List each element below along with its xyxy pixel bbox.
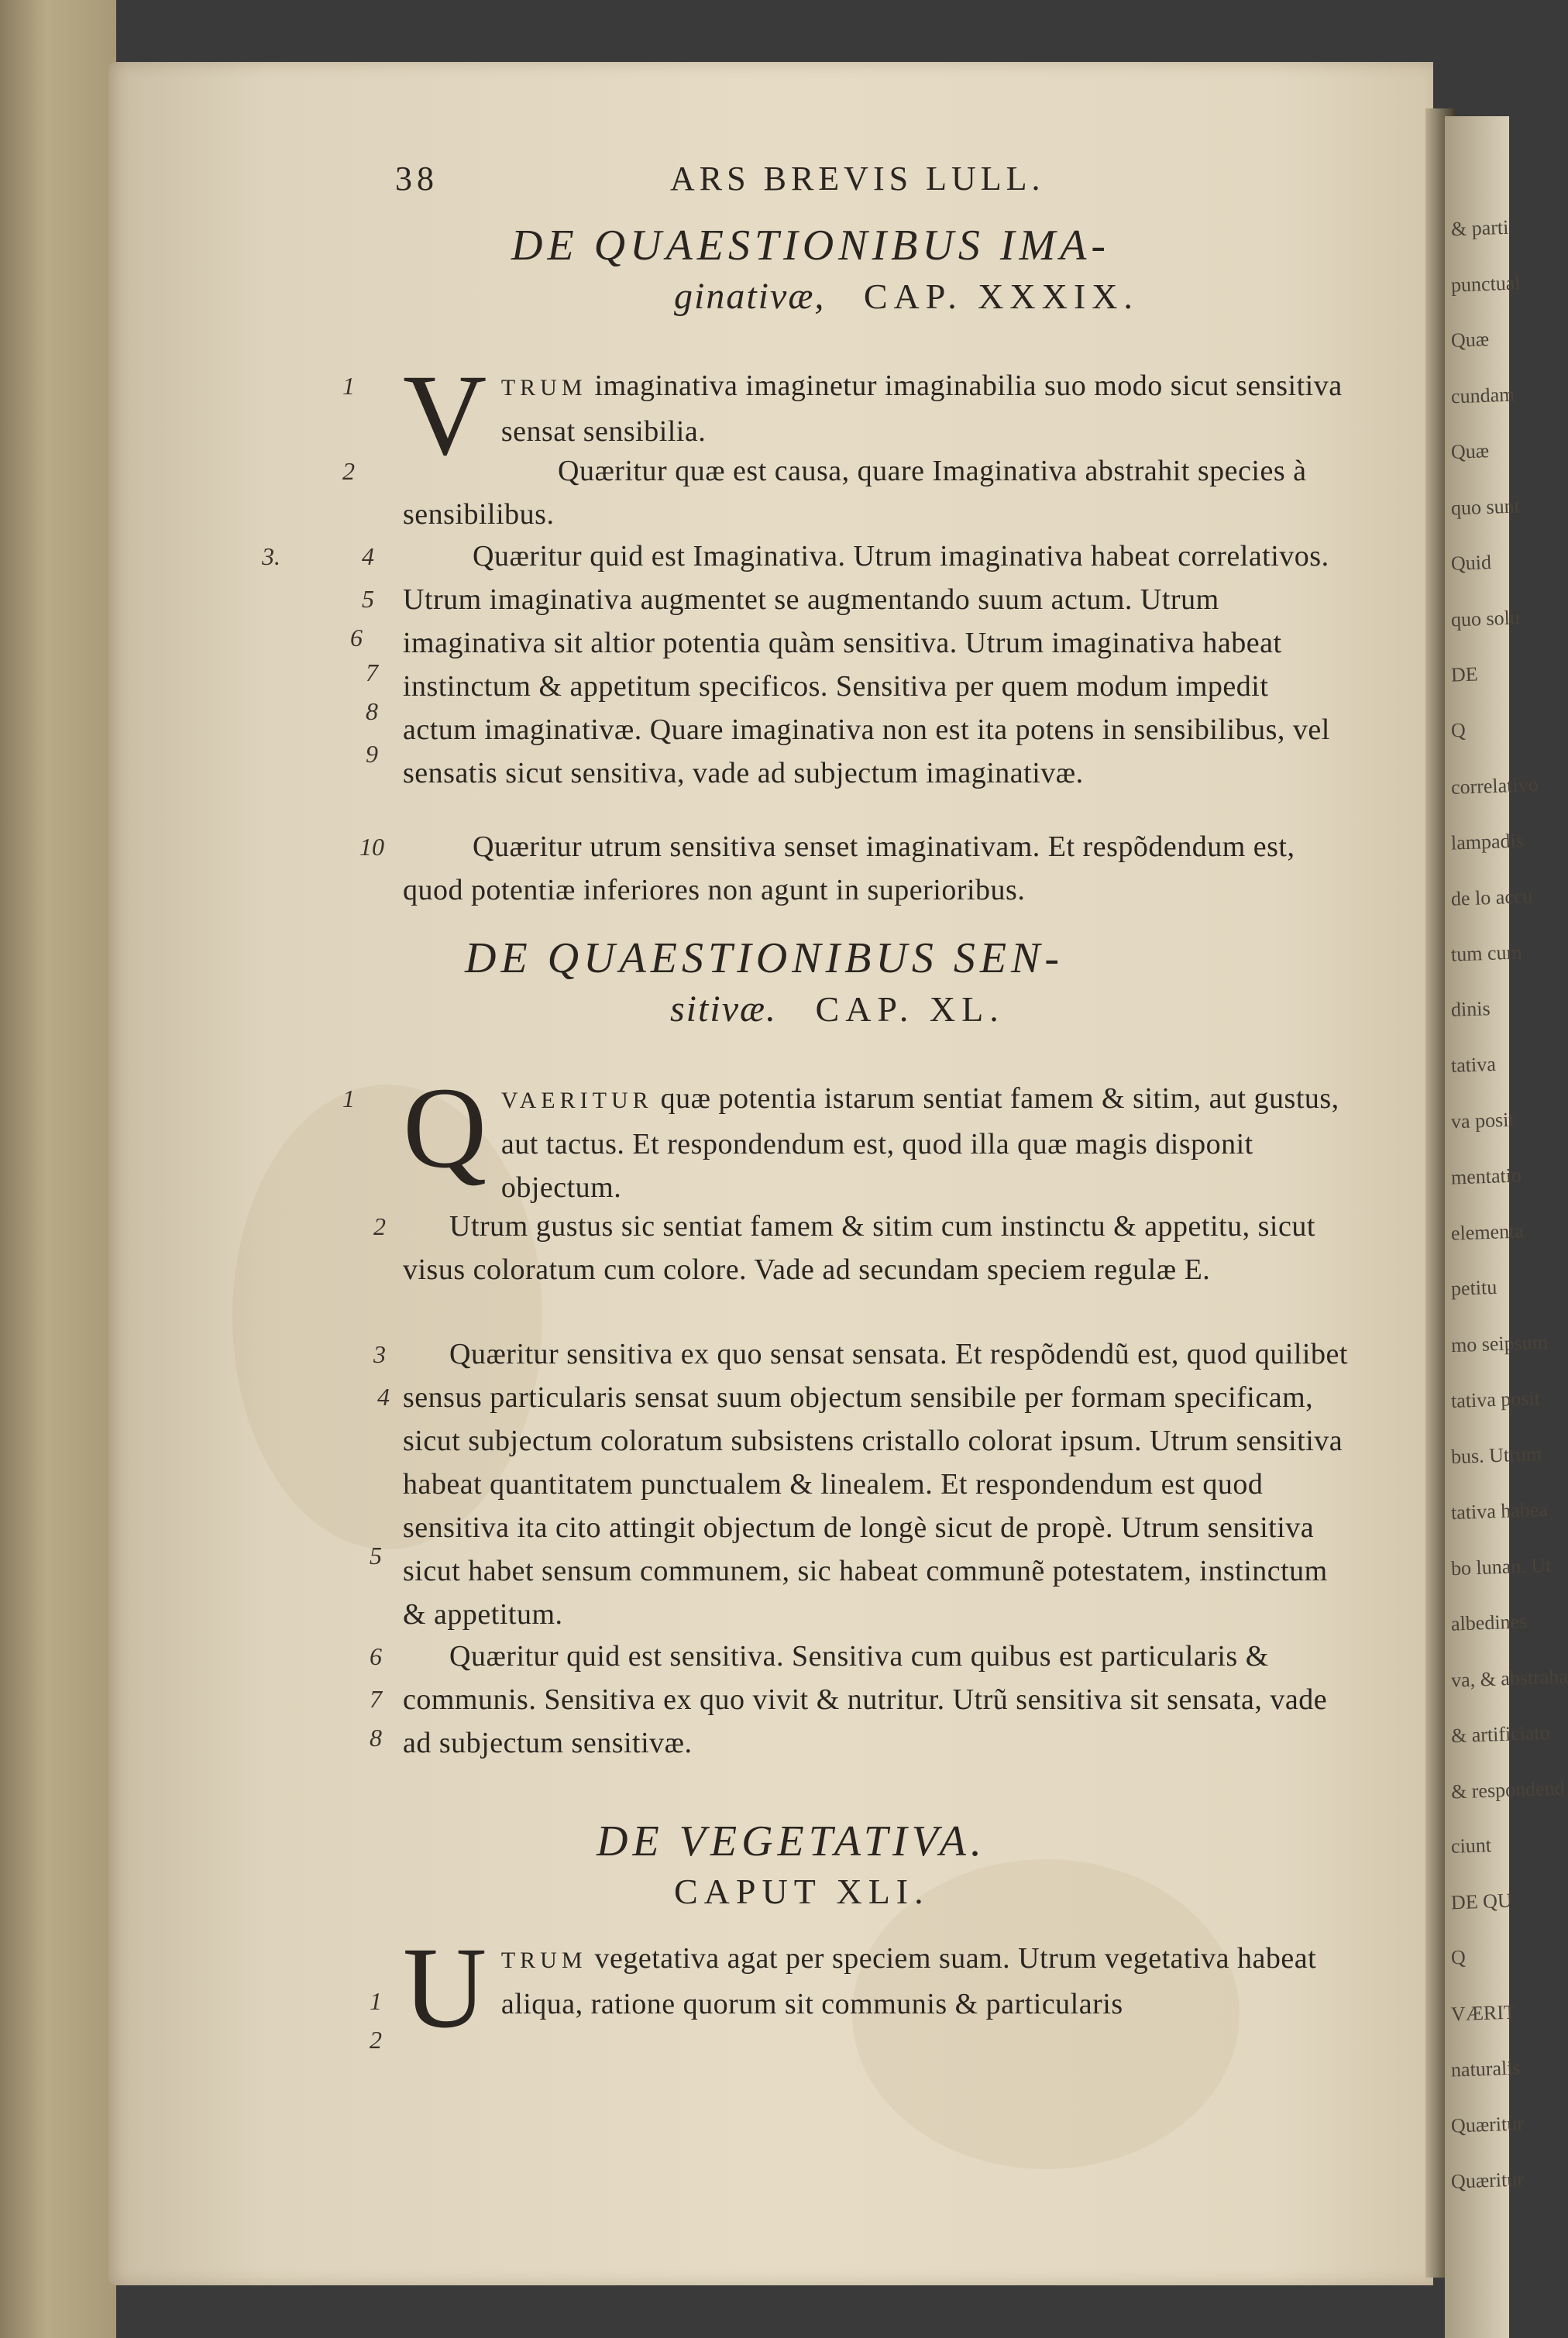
margin-number: 8 [370, 1724, 382, 1752]
chapter-paragraph [403, 1064, 1348, 1209]
facing-page-fragment: tativa habea [1450, 1497, 1549, 1525]
facing-page-fragment: bo lunan. Ut [1450, 1553, 1552, 1580]
paragraph-text: imaginativa imaginetur imaginabilia suo modo sicut sensitiva sensat sensibilia. [500, 370, 1343, 448]
chapter-paragraph: Quæritur quæ est causa, quare Imaginativa abstrahit species à sensibilibus. [403, 455, 1307, 531]
facing-page-fragment: va posit [1450, 1108, 1515, 1133]
chapter-subtitle [670, 988, 1005, 1030]
drop-capital: V [403, 351, 487, 480]
facing-page-fragment: Quæ [1450, 439, 1490, 463]
facing-page-fragment: va, & abstraha [1450, 1665, 1568, 1692]
facing-page-fragment: DE [1450, 662, 1479, 686]
facing-page-fragment: punctual [1450, 271, 1521, 297]
paragraph-text: quæ potentia istarum sentiat famem & sitim, aut gustus, aut tactus. Et respondendum est, quod illa quæ magis disponit objectum. [500, 1082, 1339, 1204]
facing-page-fragment: tativa posit [1450, 1387, 1541, 1412]
paragraph-text: vegetativa agat per speciem suam. Utrum vegetativa habeat aliqua, ratione quorum sit communis & particularis [500, 1942, 1317, 2020]
chapter-paragraph: Quæritur quid est sensitiva. Sensitiva cum quibus est particularis & communis. Sensitiva ex quo vivit & nutritur. Utrũ sensitiva sit sensata, vade ad subjectum sensitivæ. [403, 1640, 1328, 1759]
facing-page-fragment: correlativo [1450, 773, 1539, 799]
drop-capital: U [403, 1924, 487, 2052]
chapter-paragraph [403, 351, 1348, 480]
chapter-paragraph: Quæritur quid est Imaginativa. Utrum imaginativa habeat correlativos. Utrum imaginativa augmentet se augmentando suum actum. Utrum imaginativa sit altior potentia quàm sensitiva. Utrum imaginativa habeat instinctum & appetitum specificos. Sensitiva per quem modum impedit actum imaginativæ. Quare imaginativa non est ita potens in sensibilibus, vel sensatis sicut sensitiva, vade ad subjectum imaginativæ. [403, 540, 1330, 789]
margin-number: 4 [362, 542, 374, 570]
chapter-title: DE VEGETATIVA. [597, 1817, 986, 1865]
margin-number: 7 [370, 1685, 382, 1713]
margin-number: 4 [377, 1383, 390, 1411]
chapter-number: CAP. XL. [815, 989, 1005, 1029]
margin-number: 1 [342, 1085, 355, 1112]
book-binding [0, 0, 116, 2338]
margin-number: 1 [342, 372, 355, 400]
facing-page-fragment: quo sunt [1450, 494, 1521, 520]
facing-page-fragment: Q [1450, 1945, 1467, 1969]
chapter-title: DE QUAESTIONIBUS IMA- [511, 222, 1110, 270]
margin-number: 5 [370, 1542, 382, 1570]
facing-page-fragment: cundam [1450, 383, 1515, 408]
facing-page-fragment: naturalis [1450, 2056, 1521, 2082]
opening-words: TRUM [500, 375, 587, 401]
running-title: ARS BREVIS LULL. [670, 160, 1045, 198]
margin-number: 7 [366, 658, 378, 686]
margin-number: 2 [373, 1212, 386, 1240]
folio-number: 38 [395, 160, 438, 198]
facing-page-fragment: Quid [1450, 551, 1492, 575]
facing-page-fragment: mo seipsum [1450, 1330, 1549, 1357]
chapter-paragraph: Utrum gustus sic sentiat famem & sitim cum instinctu & appetitu, sicut visus coloratum cum colore. Vade ad secundam speciem regulæ E. [403, 1210, 1315, 1286]
margin-number: 1 [370, 1987, 382, 2015]
facing-page-fragment: & parti [1450, 215, 1509, 241]
chapter-subtitle [674, 275, 1139, 318]
margin-number: 3. [262, 542, 280, 570]
facing-page-fragment: petitu [1450, 1275, 1498, 1301]
chapter-paragraph: Quæritur utrum sensitiva senset imaginativam. Et respõdendum est, quod potentiæ inferiores non agunt in superioribus. [403, 830, 1295, 906]
facing-page-fragment: elementa [1450, 1219, 1525, 1245]
chapter-number: CAP. XXXIX. [863, 277, 1139, 316]
facing-page-fragment: tum cum [1450, 940, 1523, 966]
facing-page-fragment: tativa [1450, 1053, 1497, 1077]
chapter-title-end: ginativæ, [674, 276, 826, 317]
facing-page-fragment: dinis [1450, 997, 1491, 1021]
facing-page-fragment: quo solu [1450, 606, 1521, 631]
facing-page-fragment: Quæritur [1450, 2168, 1525, 2193]
margin-number: 5 [362, 585, 374, 613]
margin-number: 6 [370, 1642, 382, 1670]
facing-page-edge [1445, 116, 1568, 2338]
opening-words: TRUM [500, 1948, 587, 1973]
margin-number: 6 [350, 624, 363, 652]
opening-words: VAERITUR [500, 1088, 653, 1113]
margin-number: 8 [366, 697, 378, 725]
facing-page-fragment: ciunt [1450, 1834, 1492, 1858]
facing-page-fragment: albedines [1450, 1610, 1528, 1635]
chapter-title: DE QUAESTIONIBUS SEN- [465, 934, 1064, 982]
margin-number: 3 [373, 1340, 386, 1368]
drop-capital: Q [403, 1064, 487, 1192]
facing-page-fragment: & respondend [1450, 1776, 1566, 1803]
facing-page-fragment: Q [1450, 718, 1467, 742]
facing-page-fragment: de lo accu [1450, 885, 1533, 910]
chapter-paragraph: Quæritur sensitiva ex quo sensat sensata. Et respõdendũ est, quod quilibet sensus particularis sensat suum objectum sensibile per formam specificam, sicut subjectum coloratum subsistens cristallo colorat ipsum. Utrum sensitiva habeat quantitatem punctualem & linealem. Et respondendum est quod sensitiva ita cito attingit objectum de longè sicut de propè. Utrum sensitiva sicut habet sensum communem, sic habeat communẽ potestatem, instinctum & appetitum. [403, 1338, 1348, 1631]
facing-page-fragment: lampadis [1450, 829, 1525, 854]
chapter-title-end: sitivæ. [670, 988, 778, 1030]
facing-page-fragment: & artificiato [1450, 1721, 1551, 1748]
facing-page-fragment: VÆRIT [1450, 2000, 1517, 2026]
margin-number: 2 [370, 2026, 382, 2054]
facing-page-fragment: DE QU [1450, 1889, 1513, 1914]
chapter-paragraph [403, 1924, 1348, 2052]
facing-page-fragment: mentatio [1450, 1164, 1522, 1189]
margin-number: 2 [342, 457, 355, 485]
margin-number: 10 [359, 833, 384, 861]
facing-page-fragment: Quæritur [1450, 2112, 1525, 2137]
margin-number: 9 [366, 740, 378, 768]
facing-page-fragment: bus. Utrum [1450, 1442, 1542, 1469]
chapter-number: CAPUT XLI. [674, 1872, 930, 1911]
facing-page-fragment: Quæ [1450, 328, 1490, 352]
